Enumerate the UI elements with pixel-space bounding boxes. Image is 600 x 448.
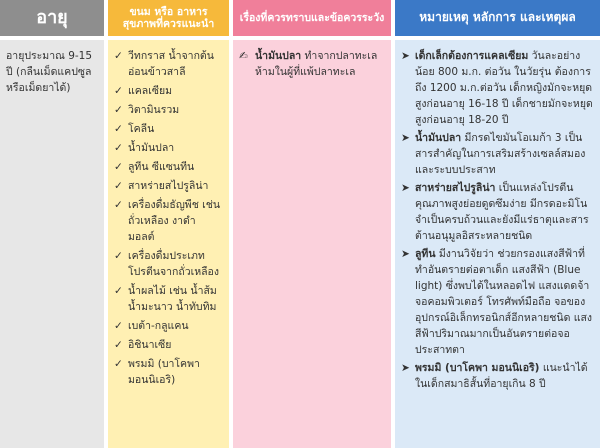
food-list-item xyxy=(114,83,223,99)
food-item-label: แคลเซียม xyxy=(128,85,173,97)
food-item-label: วีทกราส น้ำจากต้นอ่อนข้าวสาลี xyxy=(128,50,214,78)
check-icon: ✓ xyxy=(114,123,123,135)
food-item-label: เบต้า-กลูแคน xyxy=(128,320,189,332)
note-item-bold: เด็กเล็กต้องการแคลเซียม xyxy=(415,50,529,62)
note-item xyxy=(401,48,594,128)
notes-header: หมายเหตุ หลักการ และเหตุผล xyxy=(395,0,600,36)
age-header: อายุ xyxy=(0,0,104,36)
pencil-icon: ✍ xyxy=(239,50,248,62)
arrow-right-icon: ➤ xyxy=(401,248,410,260)
arrow-right-icon: ➤ xyxy=(401,182,410,194)
note-item-text: เป็นแหล่งโปรตีนคุณภาพสูงย่อยดูดซึมง่าย มีกรดอะมิโนจำเป็นครบถ้วนและยังมีแร่ธาตุและสารต้านอนุมูลอิสระหลายชนิด xyxy=(415,182,589,242)
food-item-label: เครื่องดื่มธัญพืช เช่น ถั่วเหลือง งาดำ มอลต์ xyxy=(128,199,221,243)
check-icon: ✓ xyxy=(114,50,123,62)
notes-column xyxy=(395,0,600,448)
food-item-label: น้ำผลไม้ เช่น น้ำส้ม น้ำมะนาว น้ำทับทิม xyxy=(128,285,217,313)
note-item-text: วันละอย่างน้อย 800 ม.ก. ต่อวัน ในวัยรุ่น ต้องการถึง 1200 ม.ก.ต่อวัน เด็กหญิงมักจะหยุดสูงก่อนอายุ 16-18 ปี เด็กชายมักจะหยุดสูงก่อนอายุ 18-20 ปี xyxy=(415,50,593,126)
check-icon: ✓ xyxy=(114,142,123,154)
food-item-label: น้ำมันปลา xyxy=(128,142,175,154)
food-item-label: วิตามินรวม xyxy=(128,104,180,116)
note-item xyxy=(401,246,594,358)
check-icon: ✓ xyxy=(114,358,123,370)
note-item xyxy=(401,130,594,178)
check-icon: ✓ xyxy=(114,104,123,116)
food-list-item xyxy=(114,248,223,280)
note-item-bold: ลูทีน xyxy=(415,248,436,260)
check-icon: ✓ xyxy=(114,199,123,211)
arrow-right-icon: ➤ xyxy=(401,50,410,62)
check-icon: ✓ xyxy=(114,339,123,351)
food-list-item xyxy=(114,197,223,245)
food-list-item xyxy=(114,356,223,388)
note-item-text: มีกรดไขมันโอเมก้า 3 เป็นสารสำคัญในการเสริมสร้างเซลล์สมองและระบบประสาท xyxy=(415,132,586,176)
check-icon: ✓ xyxy=(114,320,123,332)
note-item-bold: สาหร่ายสไปรูลิน่า xyxy=(415,182,496,194)
note-item-bold: พรมมิ (บาโคพา มอนนิเอริ) xyxy=(415,362,540,374)
caution-cell xyxy=(233,40,391,448)
food-item-label: เครื่องดื่มประเภทโปรตีนจากถั่วเหลือง xyxy=(128,250,219,278)
note-item xyxy=(401,360,594,392)
caution-column xyxy=(233,0,391,448)
food-list xyxy=(108,40,229,448)
age-column xyxy=(0,0,104,448)
food-list-item xyxy=(114,48,223,80)
check-icon: ✓ xyxy=(114,250,123,262)
food-item-label: พรมมิ (บาโคพา มอนนิเอริ) xyxy=(128,358,200,386)
food-list-item xyxy=(114,337,223,353)
food-list-item xyxy=(114,178,223,194)
check-icon: ✓ xyxy=(114,180,123,192)
food-item-label: อิชินาเซีย xyxy=(128,339,172,351)
food-list-item xyxy=(114,318,223,334)
food-header: ขนม หรือ อาหารสุขภาพที่ควรแนะนำ xyxy=(108,0,229,36)
arrow-right-icon: ➤ xyxy=(401,132,410,144)
food-item-label: ลูทีน ซีแซนทีน xyxy=(128,161,195,173)
arrow-right-icon: ➤ xyxy=(401,362,410,374)
note-item-text: แนะนำได้ในเด็กสมาธิสั้นที่อายุเกิน 8 ปี xyxy=(415,362,588,390)
food-item-label: โคลีน xyxy=(128,123,155,135)
food-list-item xyxy=(114,102,223,118)
check-icon: ✓ xyxy=(114,161,123,173)
check-icon: ✓ xyxy=(114,85,123,97)
note-item-bold: น้ำมันปลา xyxy=(415,132,462,144)
caution-item-bold: น้ำมันปลา xyxy=(255,50,302,62)
food-list-item xyxy=(114,159,223,175)
caution-header: เรื่องที่ควรทราบและข้อควรระวัง xyxy=(233,0,391,36)
food-item-label: สาหร่ายสไปรูลิน่า xyxy=(128,180,209,192)
check-icon: ✓ xyxy=(114,285,123,297)
caution-item xyxy=(239,48,385,80)
note-item-text: มีงานวิจัยว่า ช่วยกรองแสงสีฟ้าที่ทำอันตรายต่อตาเด็ก แสงสีฟ้า (Blue light) ซึ่งพบได้ในหลอดไฟ แสงแดดจ้า จอคอมพิวเตอร์ โทรศัพท์มือถือ จอของอุปกรณ์อิเล็กทรอนิกส์อีกหลายชนิด แสงสีฟ้าปริมาณมากเป็นอันตรายต่อจอประสาทตา xyxy=(415,248,593,356)
food-list-item xyxy=(114,140,223,156)
food-list-item xyxy=(114,121,223,137)
food-column xyxy=(108,0,229,448)
age-text: อายุประมาณ 9-15 ปี (กลืนเม็ดแคปซูลหรือเม็ดยาได้) xyxy=(6,50,93,94)
age-cell xyxy=(0,40,104,448)
food-list-item xyxy=(114,283,223,315)
caution-item-text: ทำจากปลาทะเล ห้ามในผู้ที่แพ้ปลาทะเล xyxy=(255,50,378,78)
note-item xyxy=(401,180,594,244)
notes-list xyxy=(395,40,600,448)
